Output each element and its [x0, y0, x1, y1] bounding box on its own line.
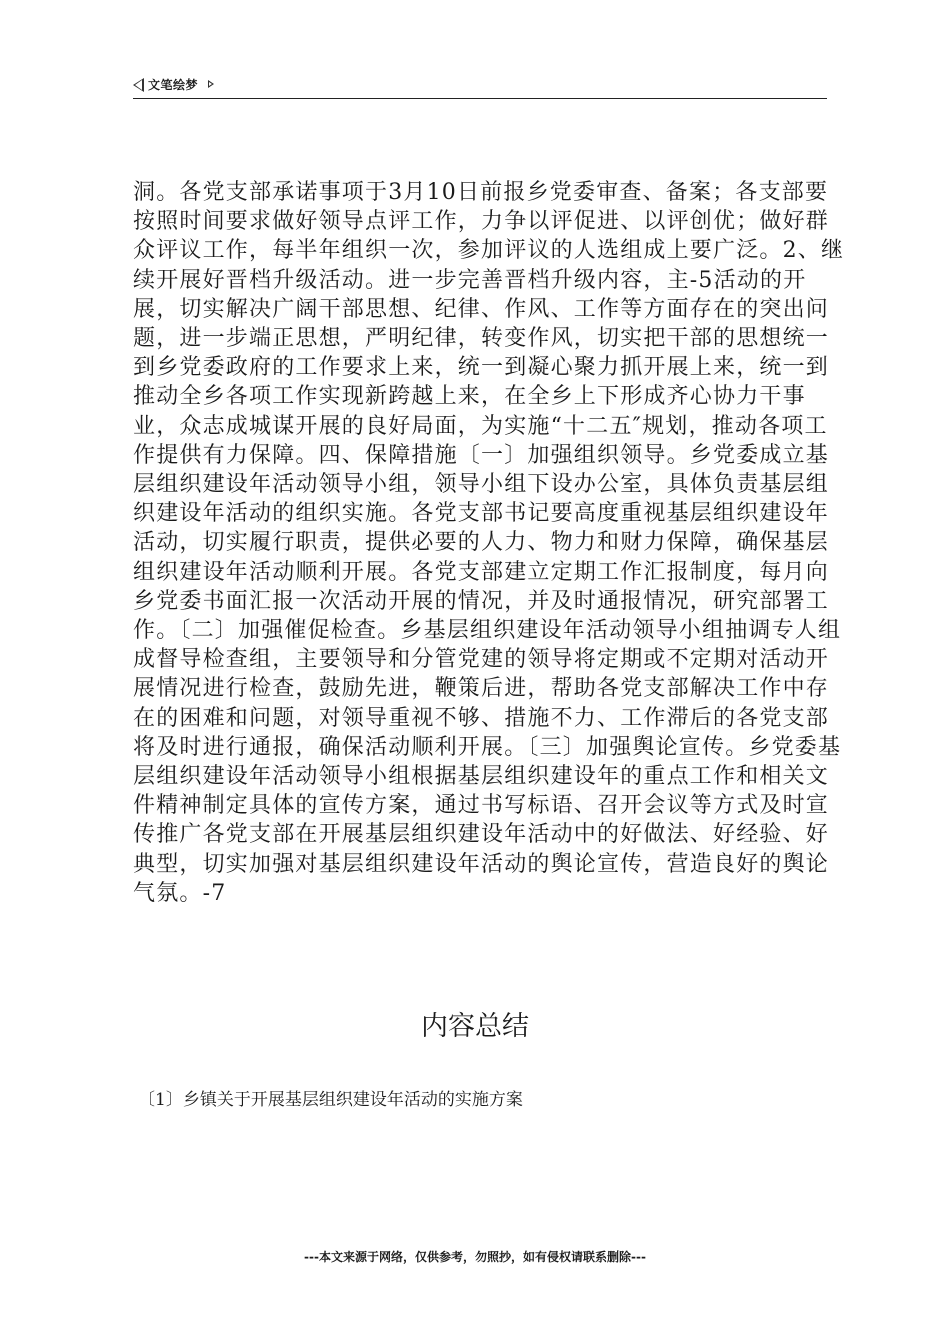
summary-title: 内容总结	[421, 1011, 529, 1042]
brand-name: 文笔绘梦	[148, 78, 199, 92]
triangle-left-icon	[133, 78, 144, 92]
triangle-right-icon	[208, 80, 214, 88]
summary-item: 〔1〕乡镇关于开展基层组织建设年活动的实施方案	[138, 1090, 523, 1110]
body-paragraph: 洞。各党支部承诺事项于3月10日前报乡党委审查、备案；各支部要按照时间要求做好领导点评工作，力争以评促进、以评创优；做好群众评议工作，每半年组织一次，参加评议的人选组成上要广泛。2、继续开展好晋档升级活动。进一步完善晋档升级内容，主-5活动的开展，切实解决广阔干部思想、纪律、作风、工作等方面存在的突出问题，进一步端正思想，严明纪律，转变作风，切实把干部的思想统一到乡党委政府的工作要求上来，统一到凝心聚力抓开展上来，统一到推动全乡各项工作实现新跨越上来，在全乡上下形成齐心协力干事业，众志成城谋开展的良好局面，为实施“十二五″规划，推动各项工作提供有力保障。四、保障措施〔一〕加强组织领导。乡党委成立基层组织建设年活动领导小组，领导小组下设办公室，具体负责基层组织建设年活动的组织实施。各党支部书记要高度重视基层组织建设年活动，切实履行职责，提供必要的人力、物力和财力保障，确保基层组织建设年活动顺利开展。各党支部建立定期工作汇报制度，每月向乡党委书面汇报一次活动开展的情况，并及时通报情况，研究部署工作。〔二〕加强催促检查。乡基层组织建设年活动领导小组抽调专人组成督导检查组，主要领导和分管党建的领导将定期或不定期对活动开展情况进行检查，鼓励先进，鞭策后进，帮助各党支部解决工作中存在的困难和问题，对领导重视不够、措施不力、工作滞后的各党支部将及时进行通报，确保活动顺利开展。〔三〕加强舆论宣传。乡党委基层组织建设年活动领导小组根据基层组织建设年的重点工作和相关文件精神制定具体的宣传方案，通过书写标语、召开会议等方式及时宣传推广各党支部在开展基层组织建设年活动中的好做法、好经验、好典型，切实加强对基层组织建设年活动的舆论宣传，营造良好的舆论气氛。-7	[133, 180, 845, 906]
page-footer: ---本文来源于网络，仅供参考，勿照抄，如有侵权请联系删除---	[304, 1250, 646, 1264]
page-header	[133, 76, 827, 99]
document-body	[133, 178, 845, 908]
